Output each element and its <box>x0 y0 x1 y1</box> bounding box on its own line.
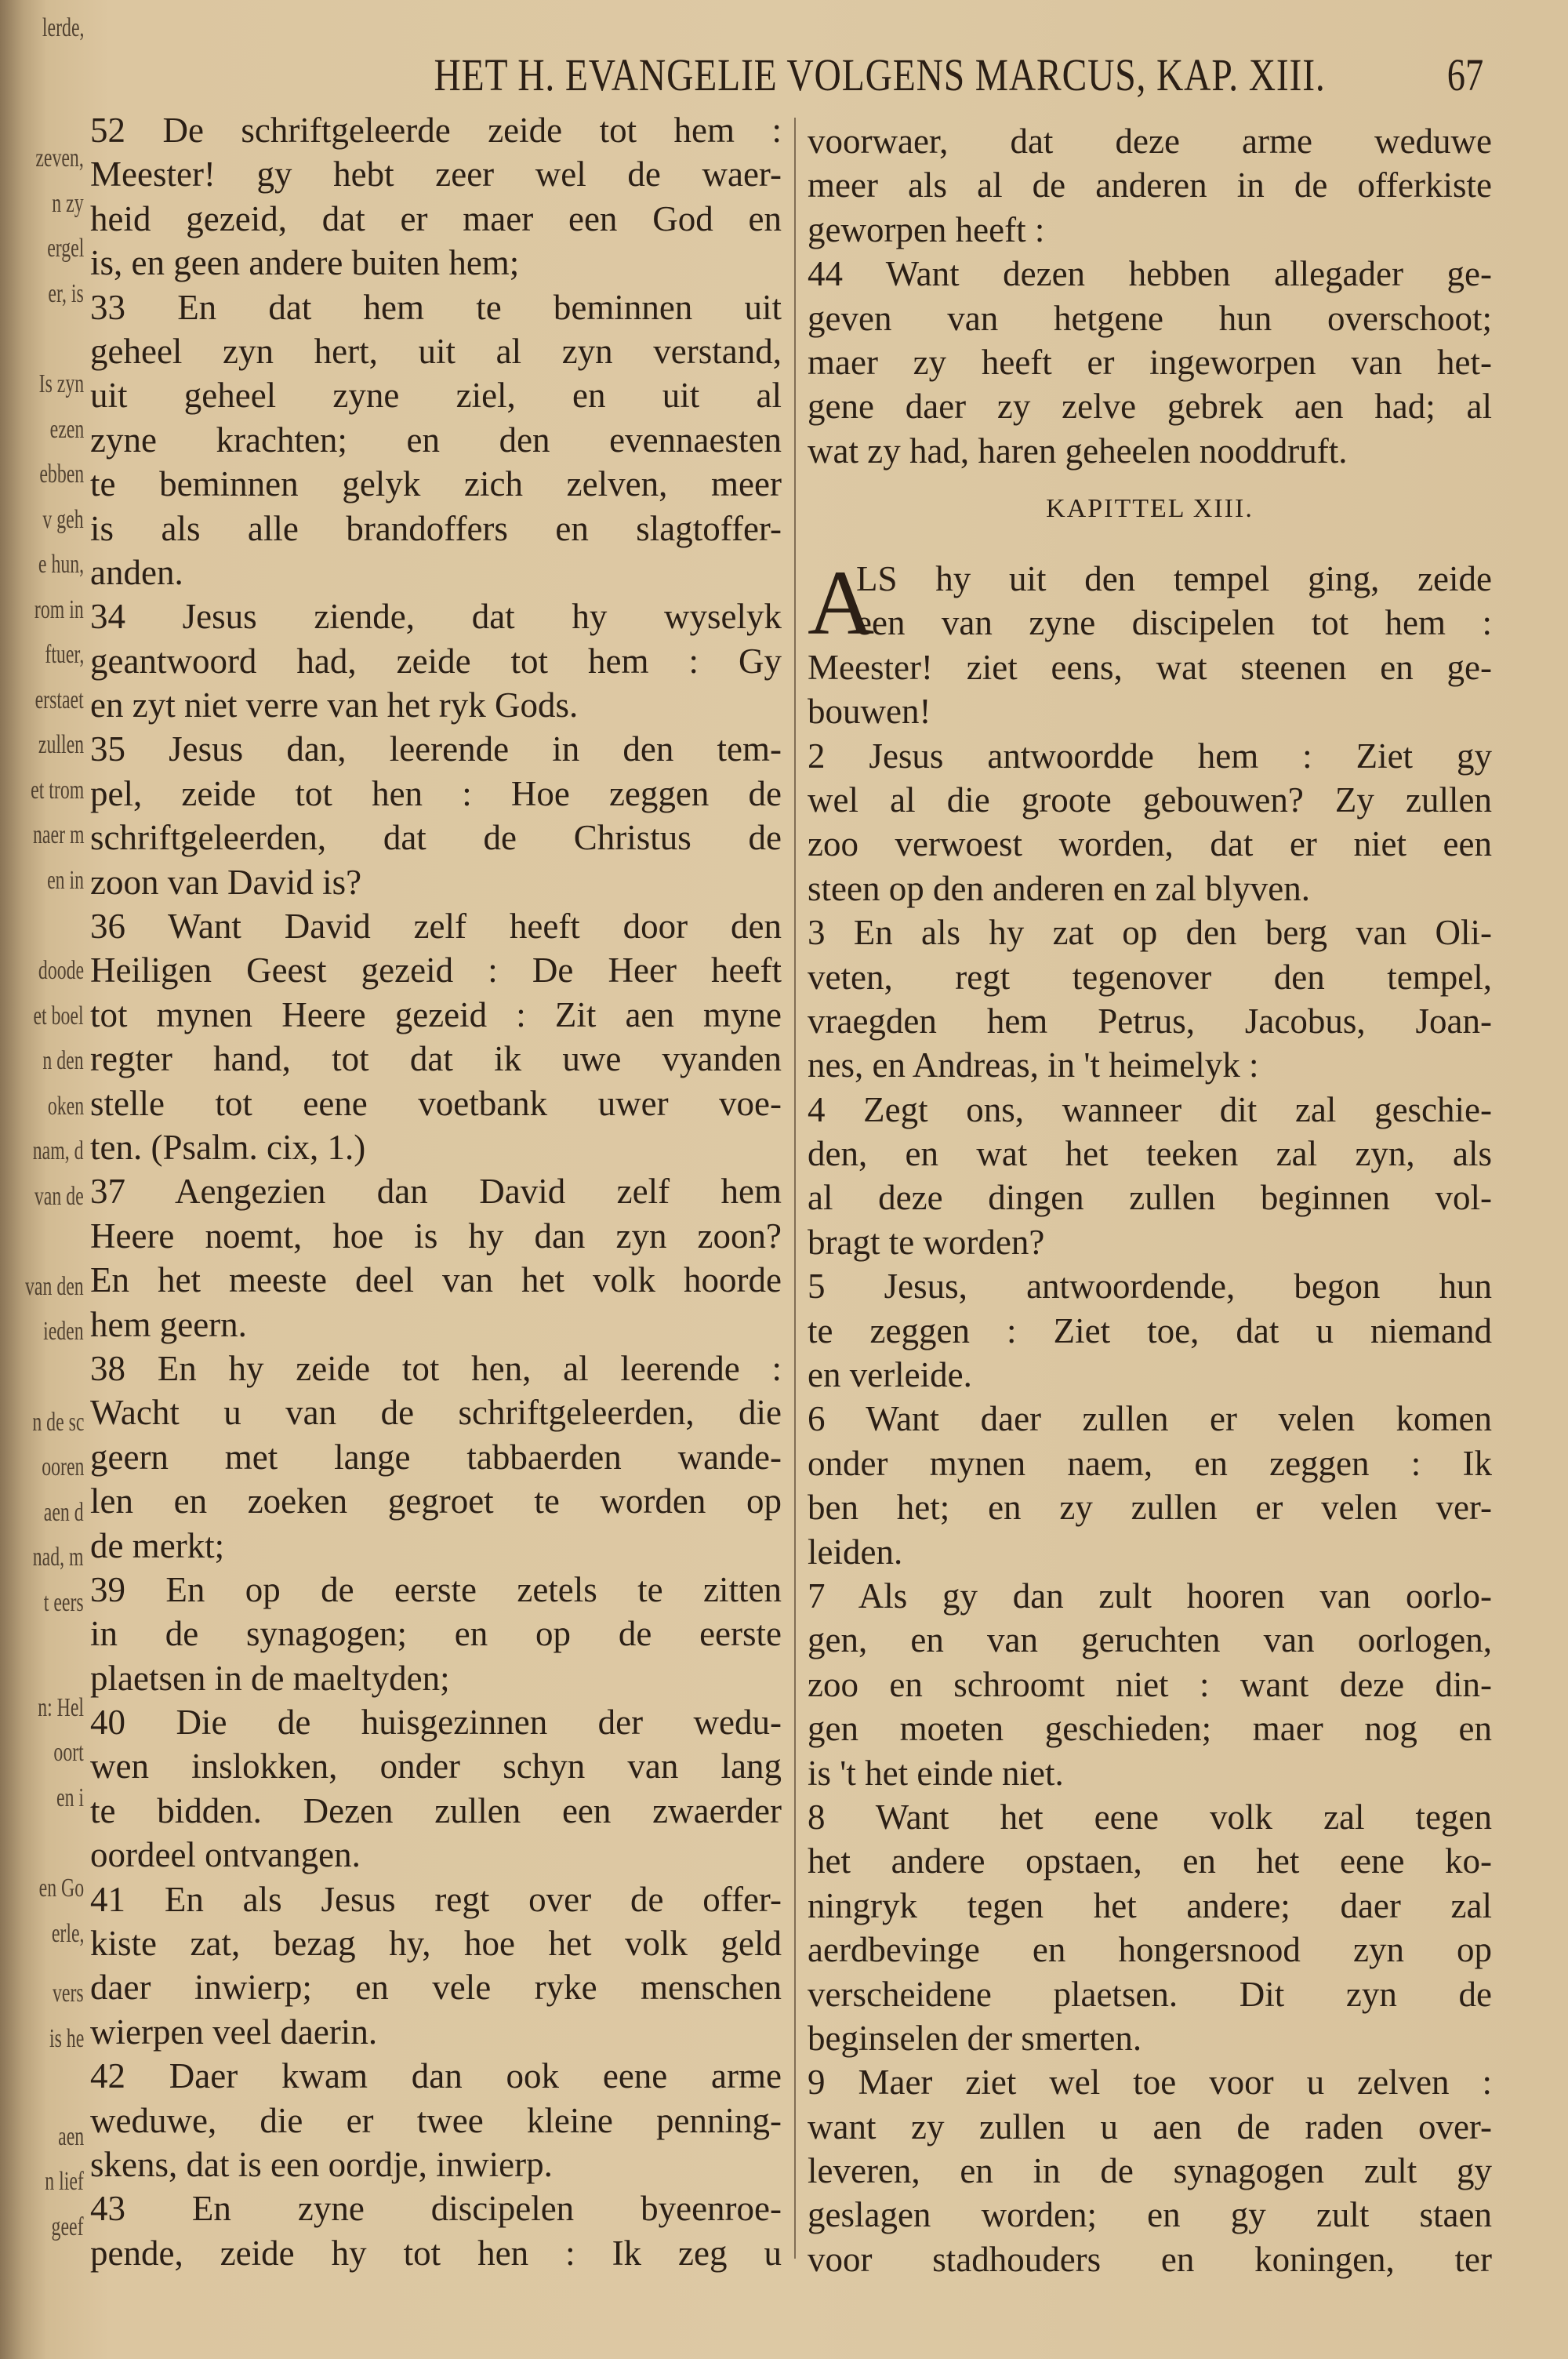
bleed-fragment: is he <box>49 2023 84 2053</box>
bleed-fragment: ftuer, <box>45 640 84 670</box>
text-line: heid gezeid, dat er maer een God en <box>90 198 782 238</box>
bleed-fragment: van den <box>25 1271 84 1301</box>
bleed-fragment: oken <box>47 1091 84 1121</box>
text-line: Meester! ziet eens, wat steenen en ge- <box>808 647 1492 687</box>
verse-paragraph <box>808 911 1492 1088</box>
bleed-fragment: geef <box>52 2212 84 2241</box>
bleed-fragment: vers <box>53 1979 84 2008</box>
text-line: wen inslokken, onder schyn van lang <box>90 1747 782 1787</box>
bleed-fragment: n den <box>42 1046 84 1076</box>
text-line: het andere opstaen, en het eene ko- <box>808 1841 1492 1881</box>
text-line: 37 Aengezien dan David zelf hem <box>90 1172 782 1212</box>
bleed-fragment: Is zyn <box>38 369 84 399</box>
verse-paragraph <box>90 904 782 1169</box>
text-line: 44 Want dezen hebben allegader ge- <box>808 254 1492 294</box>
text-line: zoon van David is? <box>90 862 362 902</box>
text-line: 6 Want daer zullen er velen komen <box>808 1399 1492 1439</box>
text-line: te bidden. Dezen zullen een zwaerder <box>90 1790 782 1830</box>
text-line: LS hy uit den tempel ging, zeide <box>856 559 1492 598</box>
text-line: 2 Jesus antwoordde hem : Ziet gy <box>808 736 1492 776</box>
bleed-fragment: ezen <box>49 414 84 444</box>
text-line: En het meeste deel van het volk hoorde <box>90 1260 782 1300</box>
text-line: 52 De schriftgeleerde zeide tot hem : <box>90 111 782 150</box>
bleed-fragment: zullen <box>38 730 84 760</box>
right-column-top <box>808 119 1492 473</box>
text-line: beginselen der smerten. <box>808 2018 1142 2058</box>
bleed-fragment: ieden <box>43 1317 84 1347</box>
previous-page-bleed <box>0 0 90 2359</box>
bleed-fragment: zeven, <box>35 144 84 173</box>
text-line: plaetsen in de maeltyden; <box>90 1658 450 1698</box>
text-line: 4 Zegt ons, wanneer dit zal geschie- <box>808 1089 1492 1129</box>
text-line: 8 Want het eene volk zal tegen <box>808 1797 1492 1837</box>
verse-paragraph <box>90 108 782 285</box>
verse-paragraph <box>90 594 782 727</box>
text-line: weduwe, die er twee kleine penning- <box>90 2100 782 2140</box>
verse-paragraph <box>90 1700 782 1877</box>
text-line: ben het; en zy zullen er velen ver- <box>808 1488 1492 1528</box>
text-line: al deze dingen zullen beginnen vol- <box>808 1178 1492 1218</box>
bleed-fragment: n lief <box>45 2167 84 2197</box>
text-line: 7 Als gy dan zult hooren van oorlo- <box>808 1576 1492 1616</box>
text-line: te beminnen gelyk zich zelven, meer <box>90 464 782 504</box>
running-title: HET H. EVANGELIE VOLGENS MARCUS, KAP. XIII. <box>434 49 1326 100</box>
text-line: maer zy heeft er ingeworpen van het- <box>808 342 1492 382</box>
verse-paragraph <box>90 1568 782 1700</box>
bleed-fragment: nad, m <box>33 1543 84 1572</box>
verse-paragraph <box>90 285 782 595</box>
text-line: hem geern. <box>90 1304 247 1344</box>
text-line: 33 En dat hem te beminnen uit <box>90 287 782 327</box>
text-line: bragt te worden? <box>808 1222 1045 1262</box>
bleed-fragment: oort <box>53 1738 84 1768</box>
text-line: wel al die groote gebouwen? Zy zullen <box>808 780 1492 820</box>
text-line: stelle tot eene voetbank uwer voe- <box>90 1083 782 1123</box>
text-line: regter hand, tot dat ik uwe vyanden <box>90 1039 782 1079</box>
text-line: kiste zat, bezag hy, hoe het volk geld <box>90 1924 782 1964</box>
text-line: Meester! gy hebt zeer wel de waer- <box>90 154 782 194</box>
bleed-fragment: nam, d <box>33 1136 84 1166</box>
text-line: pende, zeide hy tot hen : Ik zeg u <box>90 2233 782 2273</box>
bleed-fragment: aen d <box>44 1497 84 1527</box>
text-line: gen moeten geschieden; maer nog en <box>808 1709 1492 1749</box>
verse-paragraph <box>90 1877 782 2055</box>
bleed-fragment: et boel <box>33 1001 84 1030</box>
bleed-fragment: naer m <box>32 820 84 850</box>
text-line: zoo verwoest worden, dat er niet een <box>808 824 1492 864</box>
text-line: een van zyne discipelen tot hem : <box>856 603 1492 643</box>
text-line: 34 Jesus ziende, dat hy wyselyk <box>90 597 782 637</box>
page-number: 67 <box>1446 49 1484 100</box>
text-line: len en zoeken gegroet te worden op <box>90 1481 782 1521</box>
text-line: voor stadhouders en koningen, ter <box>808 2239 1492 2279</box>
text-line: in de synagogen; en op de eerste <box>90 1614 782 1654</box>
text-line: 38 En hy zeide tot hen, al leerende : <box>90 1348 782 1388</box>
text-line: en zyt niet verre van het ryk Gods. <box>90 685 579 725</box>
right-column-chapter <box>808 551 1492 2281</box>
text-line: Heere noemt, hoe is hy dan zyn zoon? <box>90 1216 782 1256</box>
text-line: geheel zyn hert, uit al zyn verstand, <box>90 331 782 371</box>
text-line: schriftgeleerden, dat de Christus de <box>90 818 782 858</box>
text-line: zoo en schroomt niet : want deze din- <box>808 1664 1492 1704</box>
text-line: is 't het einde niet. <box>808 1753 1064 1793</box>
text-line: geantwoord had, zeide tot hem : Gy <box>90 641 782 681</box>
verse-paragraph <box>808 1264 1492 1397</box>
bleed-fragment: er, is <box>48 279 84 308</box>
text-line: gene daer zy zelve gebrek aen had; al <box>808 387 1492 427</box>
text-line: 3 En als hy zat op den berg van Oli- <box>808 913 1492 953</box>
verse-paragraph <box>808 1397 1492 1574</box>
text-line: onder mynen naem, en zeggen : Ik <box>808 1443 1492 1483</box>
bleed-fragment: t eers <box>44 1587 84 1617</box>
text-line: 35 Jesus dan, leerende in den tem- <box>90 729 782 769</box>
text-line: Wacht u van de schriftgeleerden, die <box>90 1393 782 1433</box>
text-line: te zeggen : Ziet toe, dat u niemand <box>808 1310 1492 1350</box>
text-line: uit geheel zyne ziel, en uit al <box>90 376 782 416</box>
verse-paragraph <box>808 2060 1492 2281</box>
text-line: nes, en Andreas, in 't heimelyk : <box>808 1045 1259 1085</box>
text-line: gen, en van geruchten van oorlogen, <box>808 1620 1492 1660</box>
bleed-fragment: ooren <box>41 1452 84 1482</box>
text-line: veten, regt tegenover den tempel, <box>808 957 1492 997</box>
bleed-fragment: erle, <box>51 1918 84 1948</box>
text-line: vraegden hem Petrus, Jacobus, Joan- <box>808 1001 1492 1041</box>
column-divider <box>794 118 796 2259</box>
text-line: daer inwierp; en vele ryke menschen <box>90 1968 782 2008</box>
verse-paragraph <box>808 1088 1492 1265</box>
text-line: geven van hetgene hun overschoot; <box>808 298 1492 338</box>
text-line: is als alle brandoffers en slagtoffer- <box>90 508 782 548</box>
bleed-fragment: doode <box>38 956 84 986</box>
verse-paragraph <box>808 734 1492 911</box>
text-line: anden. <box>90 552 183 592</box>
text-line: de merkt; <box>90 1525 225 1565</box>
bleed-fragment: en in <box>47 866 84 896</box>
text-line: steen op den anderen en zal blyven. <box>808 868 1310 908</box>
bleed-fragment: lerde, <box>42 13 84 42</box>
drop-cap: A <box>808 551 875 654</box>
bleed-fragment: en i <box>56 1783 84 1812</box>
text-line: verscheidene plaetsen. Dit zyn de <box>808 1974 1492 2014</box>
text-line: geslagen worden; en gy zult staen <box>808 2195 1492 2235</box>
text-line: 43 En zyne discipelen byeenroe- <box>90 2189 782 2229</box>
text-line: 9 Maer ziet wel toe voor u zelven : <box>808 2063 1492 2103</box>
text-line: 36 Want David zelf heeft door den <box>90 907 782 947</box>
bleed-fragment: v geh <box>42 504 84 534</box>
text-line: bouwen! <box>808 692 931 732</box>
verse-paragraph <box>90 1347 782 1568</box>
text-line: 42 Daer kwam dan ook eene arme <box>90 2056 782 2096</box>
text-line: geern met lange tabbaerden wande- <box>90 1437 782 1477</box>
bleed-fragment: ebben <box>39 460 84 489</box>
bleed-fragment: n: Hel <box>38 1692 84 1722</box>
bleed-fragment: rom in <box>34 594 84 624</box>
bleed-fragment: e hun, <box>38 550 84 580</box>
text-line: 5 Jesus, antwoordende, begon hun <box>808 1267 1492 1307</box>
text-line: wat zy had, haren geheelen nooddruft. <box>808 431 1348 471</box>
verse-paragraph <box>808 252 1492 473</box>
bleed-fragment: aen <box>57 2121 84 2151</box>
verse-paragraph <box>808 1574 1492 1795</box>
verse-paragraph <box>808 119 1492 252</box>
left-column <box>90 108 782 2275</box>
text-line: ten. (Psalm. cix, 1.) <box>90 1127 366 1167</box>
text-line: den, en wat het teeken zal zyn, als <box>808 1134 1492 1174</box>
text-line: zyne krachten; en den evennaesten <box>90 420 782 460</box>
bleed-fragment: ergel <box>46 234 84 264</box>
text-line: tot mynen Heere gezeid : Zit aen myne <box>90 994 782 1034</box>
text-line: oordeel ontvangen. <box>90 1835 361 1875</box>
verse-paragraph <box>90 2186 782 2275</box>
text-line: en verleide. <box>808 1355 972 1395</box>
verse-paragraph <box>90 2054 782 2186</box>
bleed-fragment: en Go <box>38 1874 84 1903</box>
text-line: leiden. <box>808 1532 903 1572</box>
bleed-fragment: n de sc <box>31 1407 84 1437</box>
bleed-fragment: n zy <box>52 188 84 218</box>
text-line: meer als al de anderen in de offerkiste <box>808 165 1492 205</box>
text-line: 40 Die de huisgezinnen der wedu- <box>90 1703 782 1743</box>
text-line: pel, zeide tot hen : Hoe zeggen de <box>90 773 782 813</box>
bleed-fragment: et trom <box>30 775 84 805</box>
text-line: 39 En op de eerste zetels te zitten <box>90 1569 782 1609</box>
text-line: want zy zullen u aen de raden over- <box>808 2106 1492 2146</box>
text-line: skens, dat is een oordje, inwierp. <box>90 2144 553 2184</box>
text-line: wierpen veel daerin. <box>90 2012 378 2052</box>
text-line: voorwaer, dat deze arme weduwe <box>808 122 1492 161</box>
chapter-heading: KAPITTEL XIII. <box>1046 494 1254 523</box>
text-line: 41 En als Jesus regt over de offer- <box>90 1879 782 1919</box>
verse-paragraph <box>808 551 1492 734</box>
text-line: aerdbevinge en hongersnood zyn op <box>808 1930 1492 1970</box>
text-line: Heiligen Geest gezeid : De Heer heeft <box>90 951 782 990</box>
verse-paragraph <box>808 1795 1492 2060</box>
text-line: leveren, en in de synagogen zult gy <box>808 2151 1492 2191</box>
text-line: is, en geen andere buiten hem; <box>90 243 520 283</box>
verse-paragraph <box>90 727 782 904</box>
text-line: geworpen heeft : <box>808 209 1045 249</box>
bleed-fragment: erstaet <box>34 685 84 714</box>
verse-paragraph <box>90 1169 782 1347</box>
bleed-fragment: van de <box>34 1181 84 1211</box>
text-line: ningryk tegen het andere; daer zal <box>808 1885 1492 1925</box>
